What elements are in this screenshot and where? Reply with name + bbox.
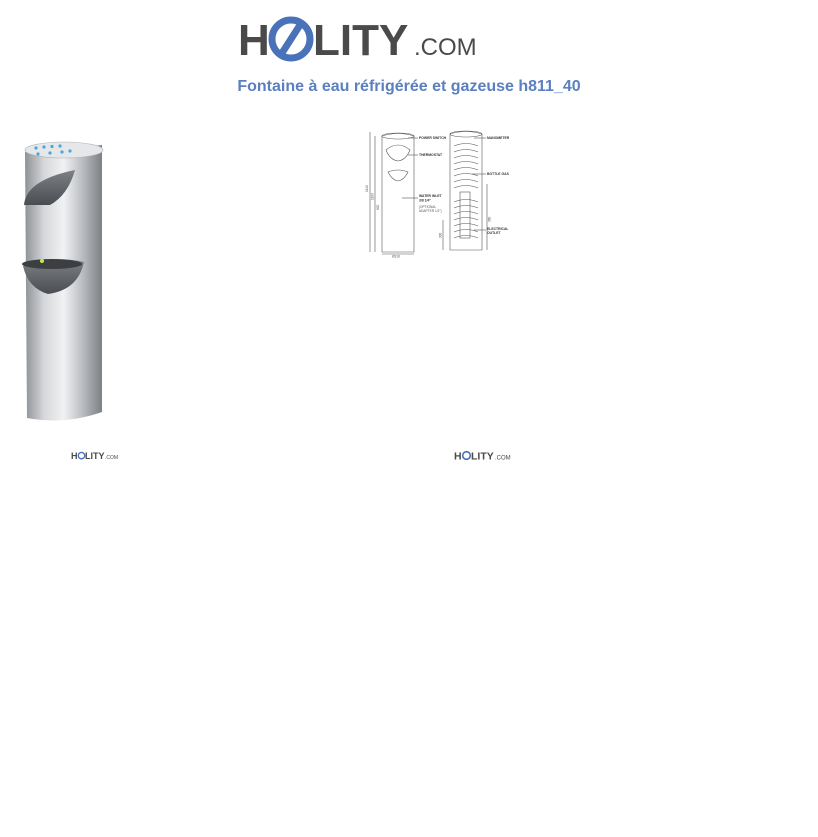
small-logo-left	[71, 450, 119, 462]
logo-o-globe-icon	[272, 20, 310, 58]
dim-diameter: Ø318	[392, 254, 400, 259]
small-logo-o-icon	[463, 452, 471, 460]
dim-mid-height: 820	[376, 204, 380, 210]
page-title: Fontaine à eau réfrigérée et gazeuse h811_40	[237, 78, 581, 95]
small-logo-o-icon	[78, 452, 84, 458]
svg-text:LITY: LITY	[85, 451, 105, 461]
label-water-inlet: WATER INLET	[419, 194, 442, 198]
label-optional: (OPTIONAL	[419, 205, 437, 209]
label-manometer: MANOMETER	[487, 136, 510, 140]
label-water-inlet-size: 3/8 1/4"	[419, 198, 431, 203]
diagram-lower-basin	[388, 170, 408, 181]
product-photo-water-fountain[interactable]	[20, 140, 110, 425]
dim-low-height: 300	[438, 232, 443, 238]
label-power-switch: POWER SWITCH	[419, 136, 447, 140]
label-adapter: ADAPTER 1/2")	[419, 209, 442, 213]
logo-letter-h: H	[238, 16, 270, 65]
logo-dotcom: .COM	[414, 34, 477, 61]
diagram-upper-hood	[386, 145, 410, 161]
svg-text:.COM: .COM	[105, 455, 119, 461]
dim-right-mid: 380	[487, 216, 492, 222]
svg-text:H: H	[71, 451, 78, 461]
label-bottle-gas: BOTTLE GAS	[487, 172, 509, 176]
holity-logo[interactable]	[238, 10, 488, 70]
label-electrical: ELECTRICAL	[487, 227, 509, 231]
svg-text:.COM: .COM	[495, 455, 511, 462]
logo-letters-lity: LITY	[313, 16, 409, 65]
technical-diagram[interactable]	[362, 126, 517, 258]
label-thermostat: THERMOSTAT	[419, 153, 443, 157]
diagram-gas-bottle	[460, 192, 470, 238]
svg-text:LITY: LITY	[471, 450, 494, 463]
svg-text:H: H	[454, 450, 462, 463]
dim-total-height: 1140	[365, 185, 369, 192]
label-outlet: OUTLET	[487, 231, 501, 235]
dim-inner-height: 1100	[370, 193, 375, 200]
small-logo-right	[454, 449, 511, 463]
